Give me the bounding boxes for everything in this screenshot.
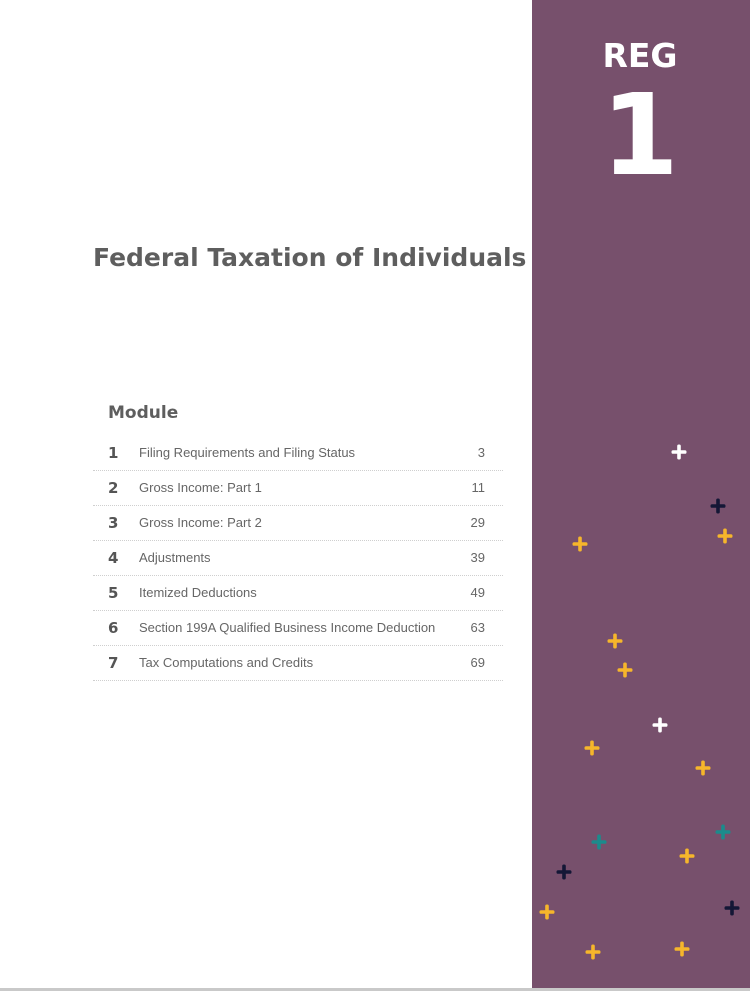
page-title: Federal Taxation of Individuals bbox=[93, 243, 527, 272]
module-table-of-contents bbox=[93, 436, 503, 681]
plus-sparkle-icon bbox=[589, 832, 609, 852]
plus-sparkle-icon bbox=[677, 846, 697, 866]
plus-sparkle-icon bbox=[669, 442, 689, 462]
module-title[interactable]: Filing Requirements and Filing Status bbox=[139, 445, 356, 460]
plus-sparkle-icon bbox=[605, 631, 625, 651]
plus-sparkle-icon bbox=[537, 902, 557, 922]
plus-sparkle-icon bbox=[708, 496, 728, 516]
toc-row[interactable] bbox=[93, 576, 503, 611]
toc-row[interactable] bbox=[93, 611, 503, 646]
module-number: 2 bbox=[108, 479, 119, 497]
toc-row[interactable] bbox=[93, 436, 503, 471]
toc-row[interactable] bbox=[93, 506, 503, 541]
module-page-number: 11 bbox=[471, 480, 485, 495]
module-number: 5 bbox=[108, 584, 119, 602]
module-page-number: 39 bbox=[470, 550, 485, 565]
plus-sparkle-icon bbox=[554, 862, 574, 882]
module-page-number: 3 bbox=[477, 445, 485, 460]
plus-sparkle-icon bbox=[570, 534, 590, 554]
plus-sparkle-icon bbox=[672, 939, 692, 959]
plus-sparkle-icon bbox=[615, 660, 635, 680]
module-title[interactable]: Section 199A Qualified Business Income Deduction bbox=[139, 620, 436, 635]
module-title[interactable]: Tax Computations and Credits bbox=[139, 655, 314, 670]
plus-sparkle-icon bbox=[650, 715, 670, 735]
module-title[interactable]: Itemized Deductions bbox=[139, 585, 257, 600]
module-title[interactable]: Adjustments bbox=[139, 550, 211, 565]
plus-sparkle-icon bbox=[722, 898, 742, 918]
plus-sparkle-icon bbox=[713, 822, 733, 842]
module-title[interactable]: Gross Income: Part 2 bbox=[139, 515, 262, 530]
module-page-number: 49 bbox=[470, 585, 485, 600]
plus-sparkle-icon bbox=[715, 526, 735, 546]
module-heading: Module bbox=[108, 403, 179, 423]
toc-row[interactable] bbox=[93, 646, 503, 681]
module-number: 1 bbox=[108, 444, 119, 462]
plus-sparkle-icon bbox=[693, 758, 713, 778]
plus-sparkle-icon bbox=[582, 738, 602, 758]
module-number: 6 bbox=[108, 619, 119, 637]
plus-sparkle-icon bbox=[583, 942, 603, 962]
module-page-number: 29 bbox=[470, 515, 485, 530]
module-page-number: 63 bbox=[470, 620, 485, 635]
section-band bbox=[532, 0, 750, 988]
module-page-number: 69 bbox=[470, 655, 485, 670]
toc-row[interactable] bbox=[93, 541, 503, 576]
module-title[interactable]: Gross Income: Part 1 bbox=[139, 480, 262, 495]
section-number: 1 bbox=[601, 71, 679, 201]
module-number: 7 bbox=[108, 654, 119, 672]
toc-row[interactable] bbox=[93, 471, 503, 506]
module-number: 4 bbox=[108, 549, 119, 567]
module-number: 3 bbox=[108, 514, 119, 532]
section-code: REG bbox=[602, 36, 678, 75]
